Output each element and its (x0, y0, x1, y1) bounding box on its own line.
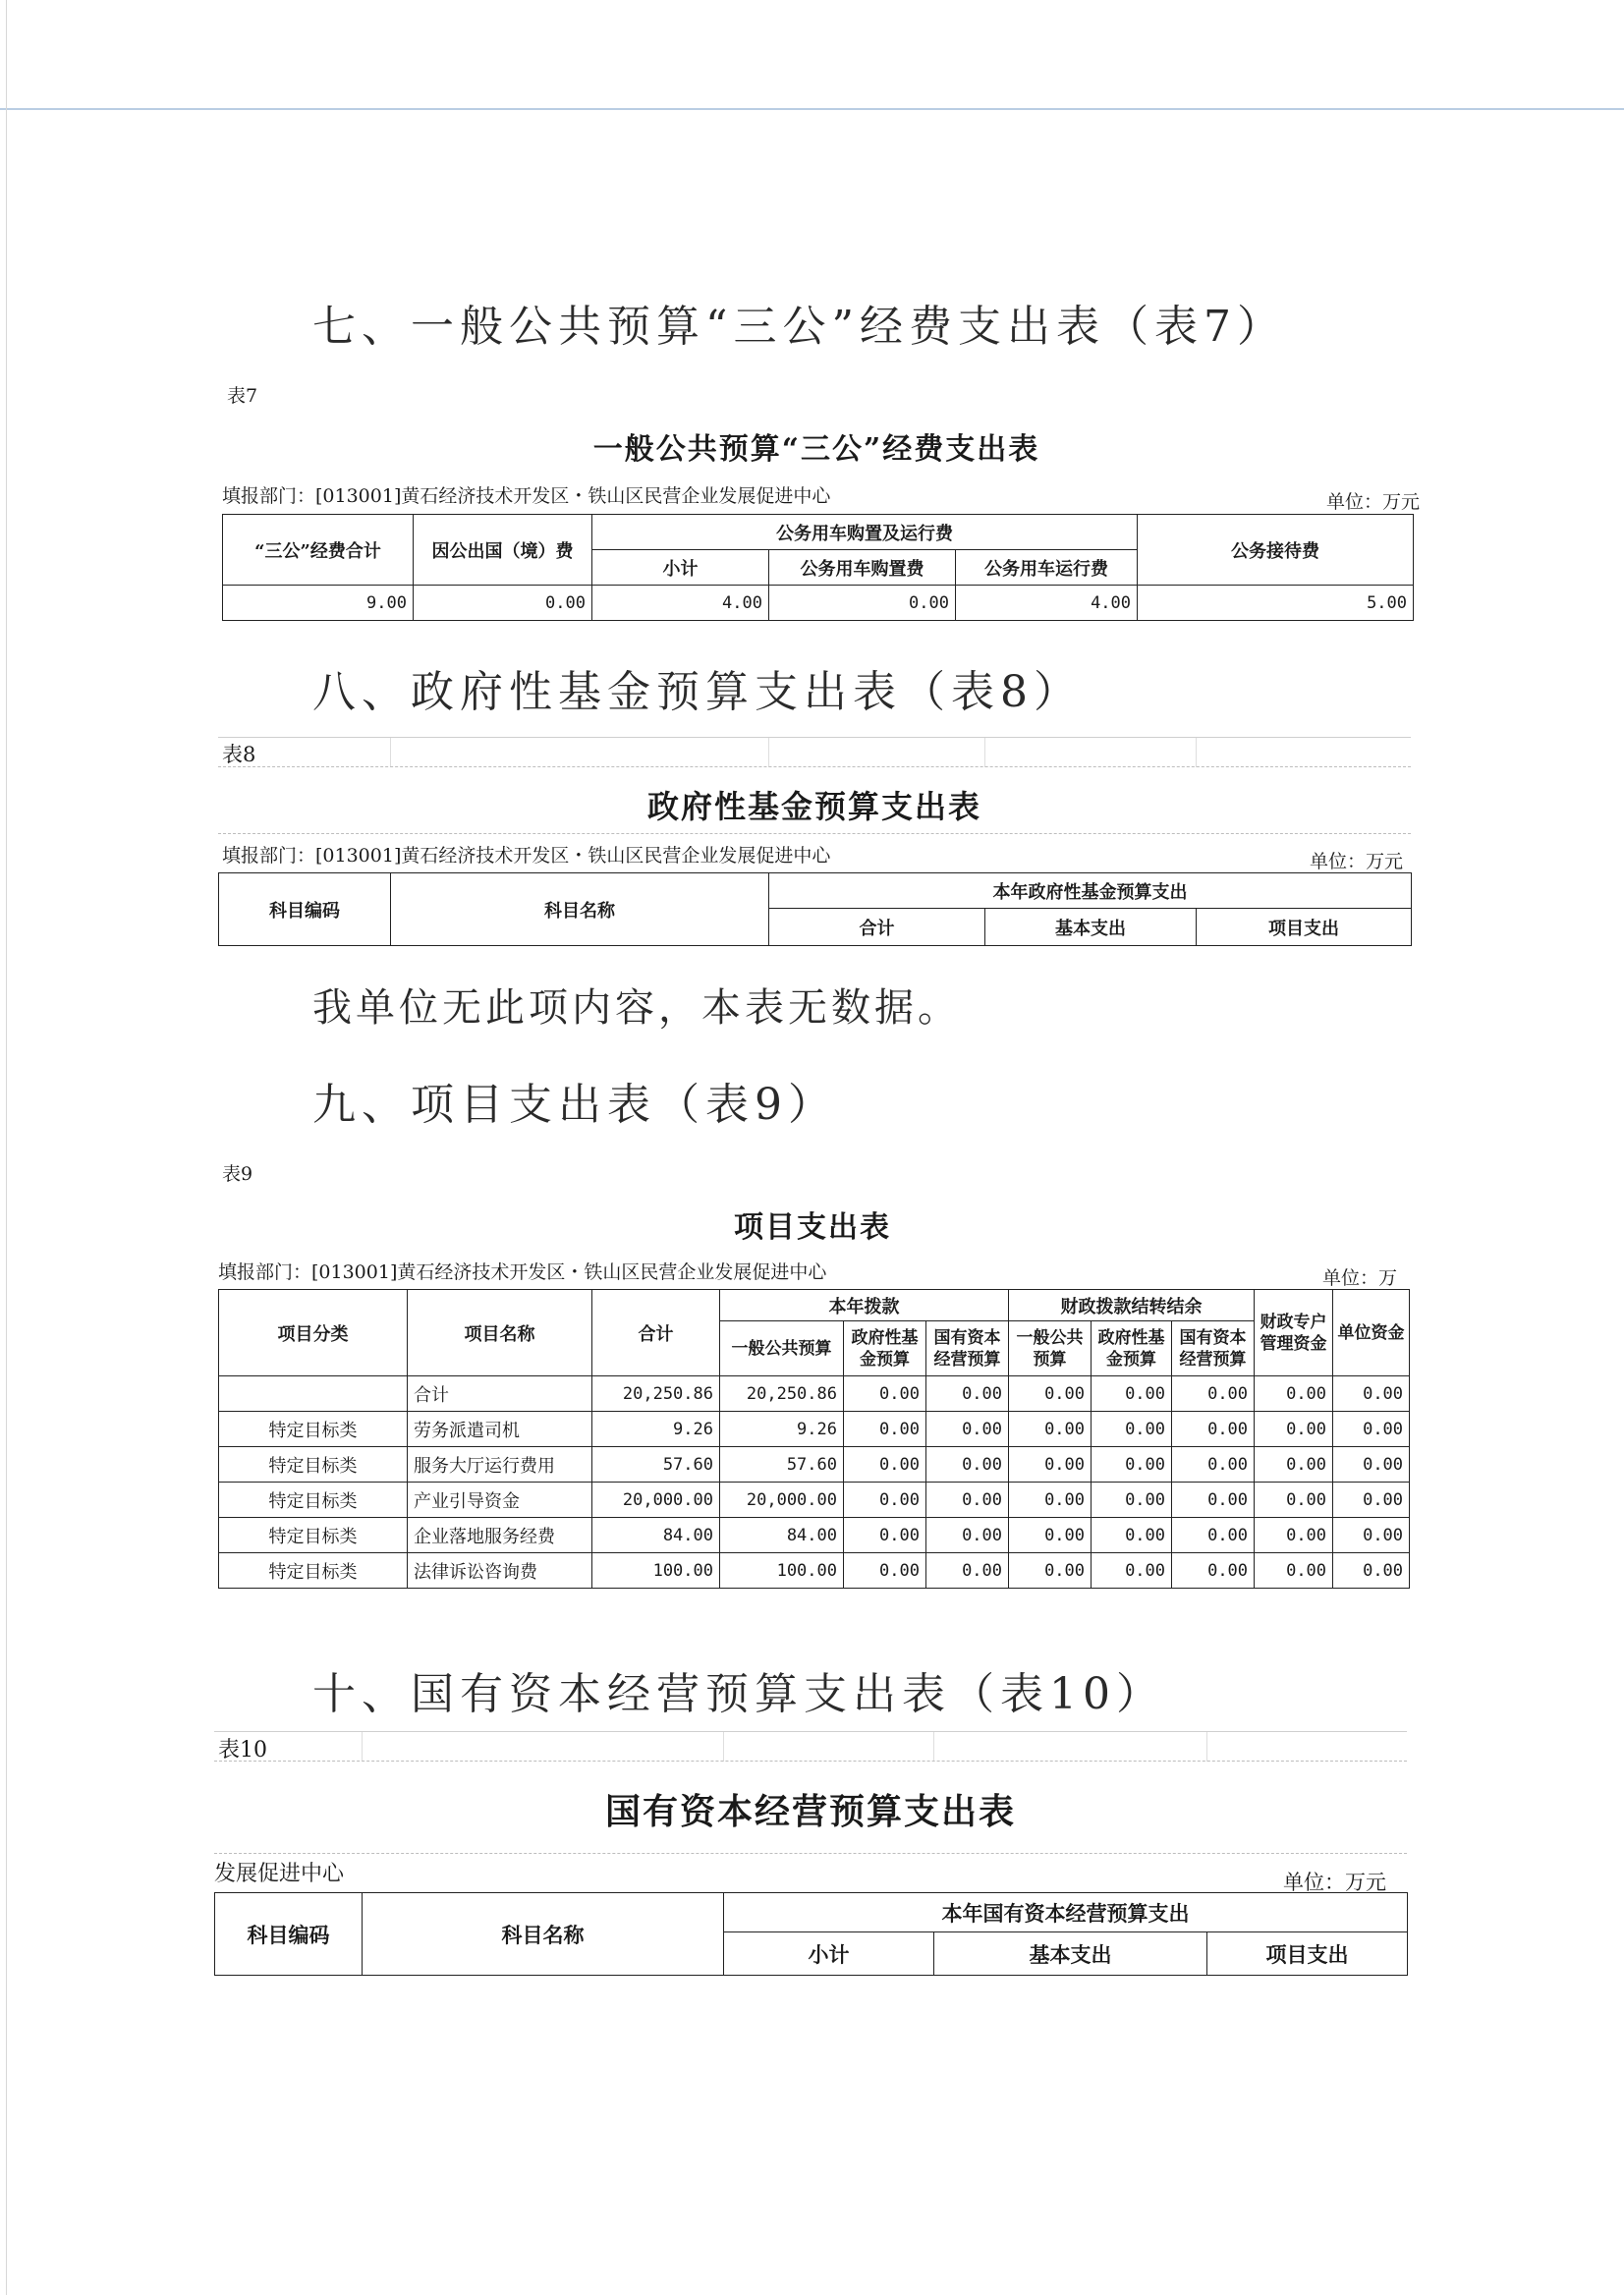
cell-category: 特定目标类 (219, 1518, 408, 1553)
header-carryover: 财政拨款结转结余 (1009, 1290, 1255, 1321)
table-9-body (219, 1376, 1410, 1589)
table-8-label: 表8 (222, 743, 256, 766)
value-sangong-total: 9.00 (223, 586, 414, 621)
cell-value: 0.00 (844, 1483, 926, 1518)
cell-value: 0.00 (1092, 1483, 1172, 1518)
cell-value: 0.00 (1333, 1376, 1410, 1412)
header-total: 合计 (769, 909, 985, 946)
cell-value: 0.00 (1333, 1518, 1410, 1553)
table-10-unit: 单位：万元 (1283, 1871, 1386, 1894)
cell-value: 9.26 (592, 1412, 720, 1447)
cell-value: 0.00 (1255, 1518, 1333, 1553)
cell-project-name: 企业落地服务经费 (408, 1518, 592, 1553)
section-7-heading: 七、一般公共预算“三公”经费支出表（表7） (312, 302, 1286, 352)
cell-project-name: 劳务派遣司机 (408, 1412, 592, 1447)
header-state-capital-group: 本年国有资本经营预算支出 (724, 1893, 1408, 1932)
cell-value: 0.00 (1255, 1412, 1333, 1447)
table-10-label-band (214, 1731, 1407, 1762)
cell-category: 特定目标类 (219, 1412, 408, 1447)
cell-value: 0.00 (1009, 1447, 1092, 1483)
header-total: 合计 (592, 1290, 720, 1376)
table-7-filler: 填报部门：[013001]黄石经济技术开发区・铁山区民营企业发展促进中心 (222, 485, 831, 507)
cell-project-name: 服务大厅运行费用 (408, 1447, 592, 1483)
header-car-purchase: 公务用车购置费 (769, 550, 956, 586)
cell-value: 100.00 (592, 1553, 720, 1589)
header-project: 项目支出 (1197, 909, 1412, 946)
cell-value: 0.00 (1172, 1376, 1255, 1412)
header-car-run: 公务用车运行费 (956, 550, 1138, 586)
table-row (219, 1483, 1410, 1518)
cell-value: 0.00 (926, 1447, 1009, 1483)
cell-value: 84.00 (720, 1518, 844, 1553)
header-code: 科目编码 (215, 1893, 363, 1976)
cell-value: 0.00 (1333, 1447, 1410, 1483)
table-9-filler: 填报部门：[013001]黄石经济技术开发区・铁山区民营企业发展促进中心 (218, 1261, 827, 1283)
cell-category: 特定目标类 (219, 1447, 408, 1483)
page-left-edge (6, 0, 7, 2295)
table-row (219, 1447, 1410, 1483)
cell-value: 57.60 (592, 1447, 720, 1483)
table-10-filler: 发展促进中心 (214, 1862, 345, 1886)
cell-value: 0.00 (1333, 1412, 1410, 1447)
page-top-rule (0, 108, 1624, 110)
band-divider (984, 738, 985, 767)
cell-value: 57.60 (720, 1447, 844, 1483)
header-subtotal: 小计 (724, 1932, 934, 1976)
header-name: 科目名称 (391, 873, 769, 946)
value-car-purchase: 0.00 (769, 586, 956, 621)
cell-value: 0.00 (1255, 1447, 1333, 1483)
header-state-capital-carry: 国有资本经营预算 (1172, 1321, 1255, 1376)
cell-value: 0.00 (926, 1483, 1009, 1518)
header-abroad: 因公出国（境）费 (414, 515, 592, 586)
cell-value: 0.00 (1172, 1447, 1255, 1483)
header-general-budget: 一般公共预算 (720, 1321, 844, 1376)
cell-project-name: 合计 (408, 1376, 592, 1412)
cell-value: 0.00 (1172, 1553, 1255, 1589)
band-divider (1196, 738, 1197, 767)
cell-value: 20,250.86 (720, 1376, 844, 1412)
cell-value: 0.00 (1092, 1376, 1172, 1412)
cell-value: 0.00 (1172, 1518, 1255, 1553)
header-fund-group: 本年政府性基金预算支出 (769, 873, 1412, 909)
cell-value: 0.00 (1092, 1518, 1172, 1553)
header-basic: 基本支出 (934, 1932, 1207, 1976)
cell-value: 0.00 (1009, 1376, 1092, 1412)
cell-value: 0.00 (1092, 1412, 1172, 1447)
cell-value: 0.00 (1009, 1553, 1092, 1589)
cell-category (219, 1376, 408, 1412)
band-divider (768, 738, 769, 767)
cell-value: 0.00 (1009, 1483, 1092, 1518)
header-sangong-total: “三公”经费合计 (223, 515, 414, 586)
cell-project-name: 产业引导资金 (408, 1483, 592, 1518)
table-7-title: 一般公共预算“三公”经费支出表 (592, 432, 1040, 467)
band-rule (214, 1761, 1407, 1762)
cell-value: 0.00 (1009, 1518, 1092, 1553)
header-car-group: 公务用车购置及运行费 (592, 515, 1138, 550)
value-car-subtotal: 4.00 (592, 586, 769, 621)
table-8-label-band (218, 737, 1411, 767)
cell-value: 0.00 (926, 1518, 1009, 1553)
cell-value: 0.00 (926, 1412, 1009, 1447)
cell-value: 0.00 (1009, 1412, 1092, 1447)
section-10-heading: 十、国有资本经营预算支出表（表10） (312, 1669, 1165, 1719)
cell-value: 0.00 (844, 1447, 926, 1483)
cell-value: 0.00 (926, 1553, 1009, 1589)
table-9-title: 项目支出表 (734, 1210, 891, 1245)
header-gov-fund-carry: 政府性基金预算 (1092, 1321, 1172, 1376)
cell-value: 100.00 (720, 1553, 844, 1589)
table-8-filler: 填报部门：[013001]黄石经济技术开发区・铁山区民营企业发展促进中心 (222, 845, 831, 867)
table-9-unit: 单位：万 (1322, 1267, 1398, 1289)
section-9-heading: 九、项目支出表（表9） (312, 1080, 837, 1130)
cell-value: 0.00 (1172, 1412, 1255, 1447)
cell-value: 20,000.00 (592, 1483, 720, 1518)
header-special-account: 财政专户管理资金 (1255, 1290, 1333, 1376)
table-7-unit: 单位：万元 (1326, 491, 1421, 513)
band-divider (933, 1732, 934, 1762)
header-current-year: 本年拨款 (720, 1290, 1009, 1321)
no-data-note: 我单位无此项内容，本表无数据。 (312, 985, 961, 1031)
cell-value: 0.00 (1255, 1483, 1333, 1518)
cell-value: 0.00 (844, 1518, 926, 1553)
header-gov-fund: 政府性基金预算 (844, 1321, 926, 1376)
section-8-heading: 八、政府性基金预算支出表（表8） (312, 667, 1083, 717)
table-row (219, 1553, 1410, 1589)
cell-value: 0.00 (844, 1412, 926, 1447)
cell-value: 20,250.86 (592, 1376, 720, 1412)
table-row (219, 1376, 1410, 1412)
band-divider (390, 738, 391, 767)
table-8 (218, 872, 1412, 946)
table-7 (222, 514, 1414, 621)
table-10 (214, 1892, 1408, 1976)
header-code: 科目编码 (219, 873, 391, 946)
header-state-capital: 国有资本经营预算 (926, 1321, 1009, 1376)
header-general-budget-carry: 一般公共预算 (1009, 1321, 1092, 1376)
cell-value: 9.26 (720, 1412, 844, 1447)
table-9 (218, 1289, 1410, 1589)
cell-value: 20,000.00 (720, 1483, 844, 1518)
cell-value: 0.00 (1333, 1483, 1410, 1518)
cell-value: 0.00 (844, 1553, 926, 1589)
cell-value: 0.00 (926, 1376, 1009, 1412)
cell-value: 0.00 (1255, 1553, 1333, 1589)
band-rule (214, 1853, 1407, 1854)
header-car-subtotal: 小计 (592, 550, 769, 586)
table-8-unit: 单位：万元 (1310, 851, 1404, 872)
cell-value: 0.00 (1092, 1447, 1172, 1483)
cell-value: 84.00 (592, 1518, 720, 1553)
cell-project-name: 法律诉讼咨询费 (408, 1553, 592, 1589)
header-category: 项目分类 (219, 1290, 408, 1376)
band-divider (1206, 1732, 1207, 1762)
cell-value: 0.00 (1092, 1553, 1172, 1589)
band-rule (218, 833, 1411, 834)
band-divider (723, 1732, 724, 1762)
band-rule (218, 766, 1411, 767)
band-divider (362, 1732, 363, 1762)
cell-value: 0.00 (1255, 1376, 1333, 1412)
cell-value: 0.00 (844, 1376, 926, 1412)
value-abroad: 0.00 (414, 586, 592, 621)
cell-value: 0.00 (1172, 1483, 1255, 1518)
value-car-run: 4.00 (956, 586, 1138, 621)
header-reception: 公务接待费 (1138, 515, 1414, 586)
header-project: 项目支出 (1207, 1932, 1408, 1976)
table-9-label: 表9 (222, 1163, 253, 1185)
value-reception: 5.00 (1138, 586, 1414, 621)
table-8-title: 政府性基金预算支出表 (646, 788, 981, 825)
table-row (219, 1518, 1410, 1553)
cell-category: 特定目标类 (219, 1483, 408, 1518)
cell-category: 特定目标类 (219, 1553, 408, 1589)
table-10-title: 国有资本经营预算支出表 (604, 1791, 1016, 1832)
header-unit-funds: 单位资金 (1333, 1290, 1410, 1376)
table-row (219, 1412, 1410, 1447)
cell-value: 0.00 (1333, 1553, 1410, 1589)
header-basic: 基本支出 (985, 909, 1197, 946)
header-name: 科目名称 (363, 1893, 724, 1976)
header-project-name: 项目名称 (408, 1290, 592, 1376)
table-10-label: 表10 (218, 1738, 267, 1763)
table-7-label: 表7 (227, 385, 258, 407)
